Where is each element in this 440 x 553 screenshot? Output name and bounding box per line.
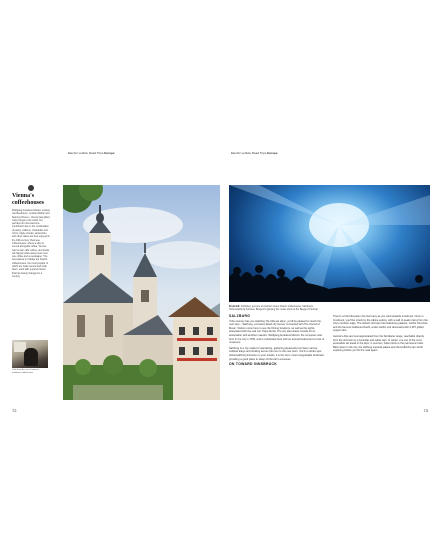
cafe-photo-caption: Café Hawelka, one of Vienna's traditional coffeehouses xyxy=(12,369,40,374)
paragraph: There's a brief diversion into Germany as you wind towards Innsbruck. Once in Innsbruck, you'll be struck by the Alpine setting, with a wall of peaks rising from the city's northern edge. The historic old town has Habsburg palaces, Gothic churches and the famous Goldenes Dachl, a late Gothic roof decorated with 2,657 gilded copper tiles. xyxy=(333,315,428,333)
sidebar-title: Vienna's coffeehouses xyxy=(12,193,44,206)
section-heading: SALZBURG xyxy=(229,314,251,318)
header-prefix: Electric vehicle Road Trips xyxy=(231,151,267,155)
paragraph: Salzburg is a city made for wandering, gathering pleasantly lost down narrow cobbled alleys and strolling across the river to the new town. You'll no doubt spot Hohensalzburg Fortress on your travels; it is the city's most recognisable landmark, providing a good place to sleep off the fair's excesses. xyxy=(229,346,325,361)
right-page xyxy=(229,150,430,415)
left-page xyxy=(10,150,220,415)
paragraph: Austria's Alps are best appreciated from the Nordkette range, reachable directly from the old town by a funicular and cable cars. In winter, it is one of the most accessible ski areas in the Alps; in summer, hikers flock to the panoramic trails. Back down in the city, the Hofburg imperial palace and the Hofkirche are worth exploring before you hit the road again. xyxy=(333,334,425,353)
coffee-cup-icon xyxy=(28,185,34,191)
page-number: 72 xyxy=(12,408,17,413)
concert-photo xyxy=(229,185,430,302)
section-heading: ON TOWARD INNSBRUCK xyxy=(229,362,278,367)
caption-label: From left: xyxy=(229,305,241,308)
paragraph: If the scenery has you warbling 'the hills are alive', you'll be pleased to reach the next stop – Salzburg, a Unesco-listed city forever connected with The Sound of Music. Visitors come here to see the filming locations, as well as the sights associated with the real von Trapp family. The city also draws crowds for its association with another maestro: Wolfgang Amadeus Mozart, the composer was born in the city in 1756, and is celebrated here with an annual festival and a host of museums. xyxy=(229,319,325,345)
header-prefix: Electric vehicle Road Trips xyxy=(68,151,104,155)
cafe-figure xyxy=(24,348,38,366)
photo-caption xyxy=(229,305,330,311)
header-region: Europe xyxy=(267,151,278,155)
article-column-1 xyxy=(229,315,325,368)
magazine-spread xyxy=(10,150,430,415)
article-column-2 xyxy=(333,315,429,355)
header-region: Europe xyxy=(104,151,115,155)
sidebar-body: Wolfgang Amadeus Mozart, Ludwig van Beethoven, Gustav Mahler and Sigmund Freud – Vienna has gifted many things to the world, but perhaps its most welcome contribution lies in the combination of pastry, caffeine, chandelier and mirror. Apple strudel, sachertorte and other cakes are best enjoyed in the 19th-century Viennese coffeehouses, where a slice is served alongside coffee. Vienna has its own café culture, and locals will happily while away hours over one coffee and a newspaper. The best places to indulge are historic coffeehouses, the most popular of which are Café Central and Café Sperl, each with a grand interior that has barely changed in a century. xyxy=(12,209,50,278)
page-number: 73 xyxy=(423,408,428,413)
concert-illustration xyxy=(229,185,430,302)
coffeehouse-sidebar xyxy=(12,185,50,278)
kitzbuehel-church-photo xyxy=(63,185,220,400)
page-header xyxy=(231,151,278,155)
page-header xyxy=(68,151,115,155)
church-illustration xyxy=(63,185,220,400)
cafe-photo xyxy=(12,340,48,368)
caption-text: Kitzbühel, just one of Austria's many historic coffeehouse; Salzburg's Hohensalzburg Fortress; Bregenz's glowing live music show at the Bregenz Festival xyxy=(229,305,318,312)
